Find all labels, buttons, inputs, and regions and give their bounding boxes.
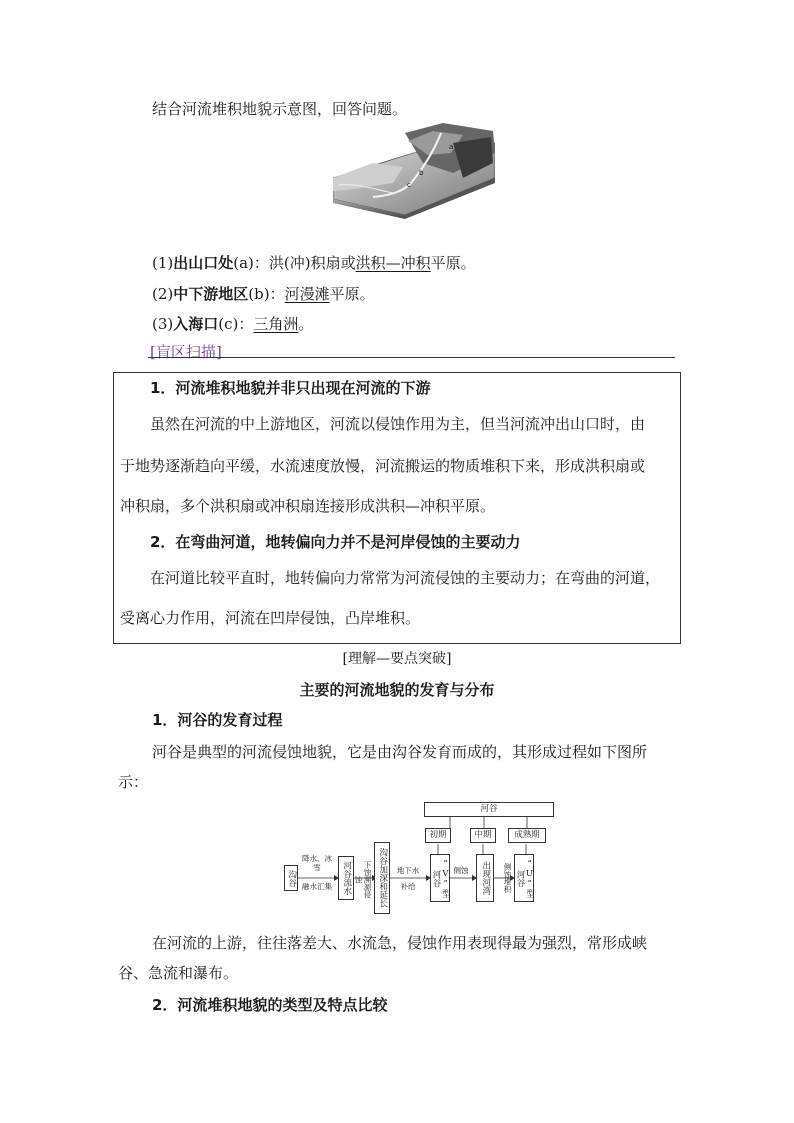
flow-stage-mature: 成熟期 — [508, 828, 546, 843]
figure-label-a: a — [449, 143, 454, 151]
scan-item2-line2: 受离心力作用，河流在凹岸侵蚀，凸岸堆积。 — [120, 609, 421, 627]
scan-item1-line1: 虽然在河流的中上游地区，河流以侵蚀作用为主，但当河流冲出山口时，由 — [150, 415, 646, 433]
flow-edge1-bottom: 融水汇集 — [302, 882, 332, 891]
scan-item2-line1: 在河道比较平直时，地转偏向力常常为河流侵蚀的主要动力；在弯曲的河道， — [150, 569, 661, 587]
flow-node-gully: 沟谷 — [284, 865, 298, 891]
scan-heading: [盲区扫描] — [150, 343, 222, 361]
flow-edge3-bottom: 补给 — [400, 882, 416, 891]
scan-item1-title: 1．河流堆积地貌并非只出现在河流的下游 — [150, 379, 431, 397]
figure-label-c: c — [407, 181, 411, 189]
scan-item1-line3: 冲积扇，多个洪积扇或冲积扇连接形成洪积—冲积平原。 — [120, 497, 496, 515]
flow-node-v-valley: “V”型河谷 — [430, 854, 450, 902]
after-line1: 在河流的上游，往往落差大、水流急，侵蚀作用表现得最为强烈，常形成峡 — [152, 934, 648, 952]
flow-edge1-top: 降水、冰雪 — [302, 854, 332, 872]
scan-box — [113, 372, 681, 644]
point1-line2: 示： — [118, 773, 149, 791]
valley-development-flowchart — [272, 798, 564, 906]
flow-node-runoff: 河谷流水 — [338, 856, 354, 900]
answer-1-blank: 洪积—冲积 — [355, 254, 431, 272]
flow-stage-middle: 中期 — [470, 828, 496, 843]
flow-node-u-valley: “U”型河谷 — [514, 854, 534, 902]
scan-divider — [148, 357, 675, 358]
flow-stage-early: 初期 — [425, 828, 451, 843]
intro-question: 结合河流堆积地貌示意图，回答问题。 — [152, 100, 408, 118]
point1-title: 1．河谷的发育过程 — [152, 711, 283, 729]
answer-3-blank: 三角洲 — [253, 315, 299, 333]
point1-line1: 河谷是典型的河流侵蚀地貌，它是由沟谷发育而成的，其形成过程如下图所 — [152, 743, 648, 761]
answer-1: (1)出山口处(a)：洪(冲)积扇或洪积—冲积平原。 — [152, 254, 476, 272]
flow-node-bend: 出现河湾 — [476, 854, 494, 902]
section-label: [理解—要点突破] — [342, 651, 452, 667]
answer-3: (3)入海口(c)：三角洲。 — [152, 315, 314, 333]
point2-title: 2．河流堆积地貌的类型及特点比较 — [152, 996, 388, 1014]
after-line2: 谷、急流和瀑布。 — [118, 964, 239, 982]
answer-2-blank: 河漫滩 — [284, 285, 330, 303]
flow-edge2: 下蚀溯源侵蚀 — [354, 861, 372, 899]
answer-2: (2)中下游地区(b)：河漫滩平原。 — [152, 285, 375, 303]
flow-node-deepen: 沟谷加深和延长 — [374, 842, 390, 914]
section-title: 主要的河流地貌的发育与分布 — [299, 681, 495, 699]
flow-edge3-top: 地下水 — [396, 866, 420, 875]
scan-item2-title: 2．在弯曲河道，地转偏向力并不是河岸侵蚀的主要动力 — [150, 533, 521, 551]
flow-edge4: 侧蚀 — [453, 866, 469, 875]
figure-label-b: b — [419, 169, 424, 177]
river-deposition-block-diagram — [333, 123, 495, 219]
scan-item1-line2: 于地势逐渐趋向平缓，水流速度放慢，河流搬运的物质堆积下来，形成洪积扇或 — [120, 457, 646, 475]
flow-edge5: 侧蚀堆积 — [503, 863, 512, 893]
flow-node-valley: 河谷 — [424, 802, 554, 817]
